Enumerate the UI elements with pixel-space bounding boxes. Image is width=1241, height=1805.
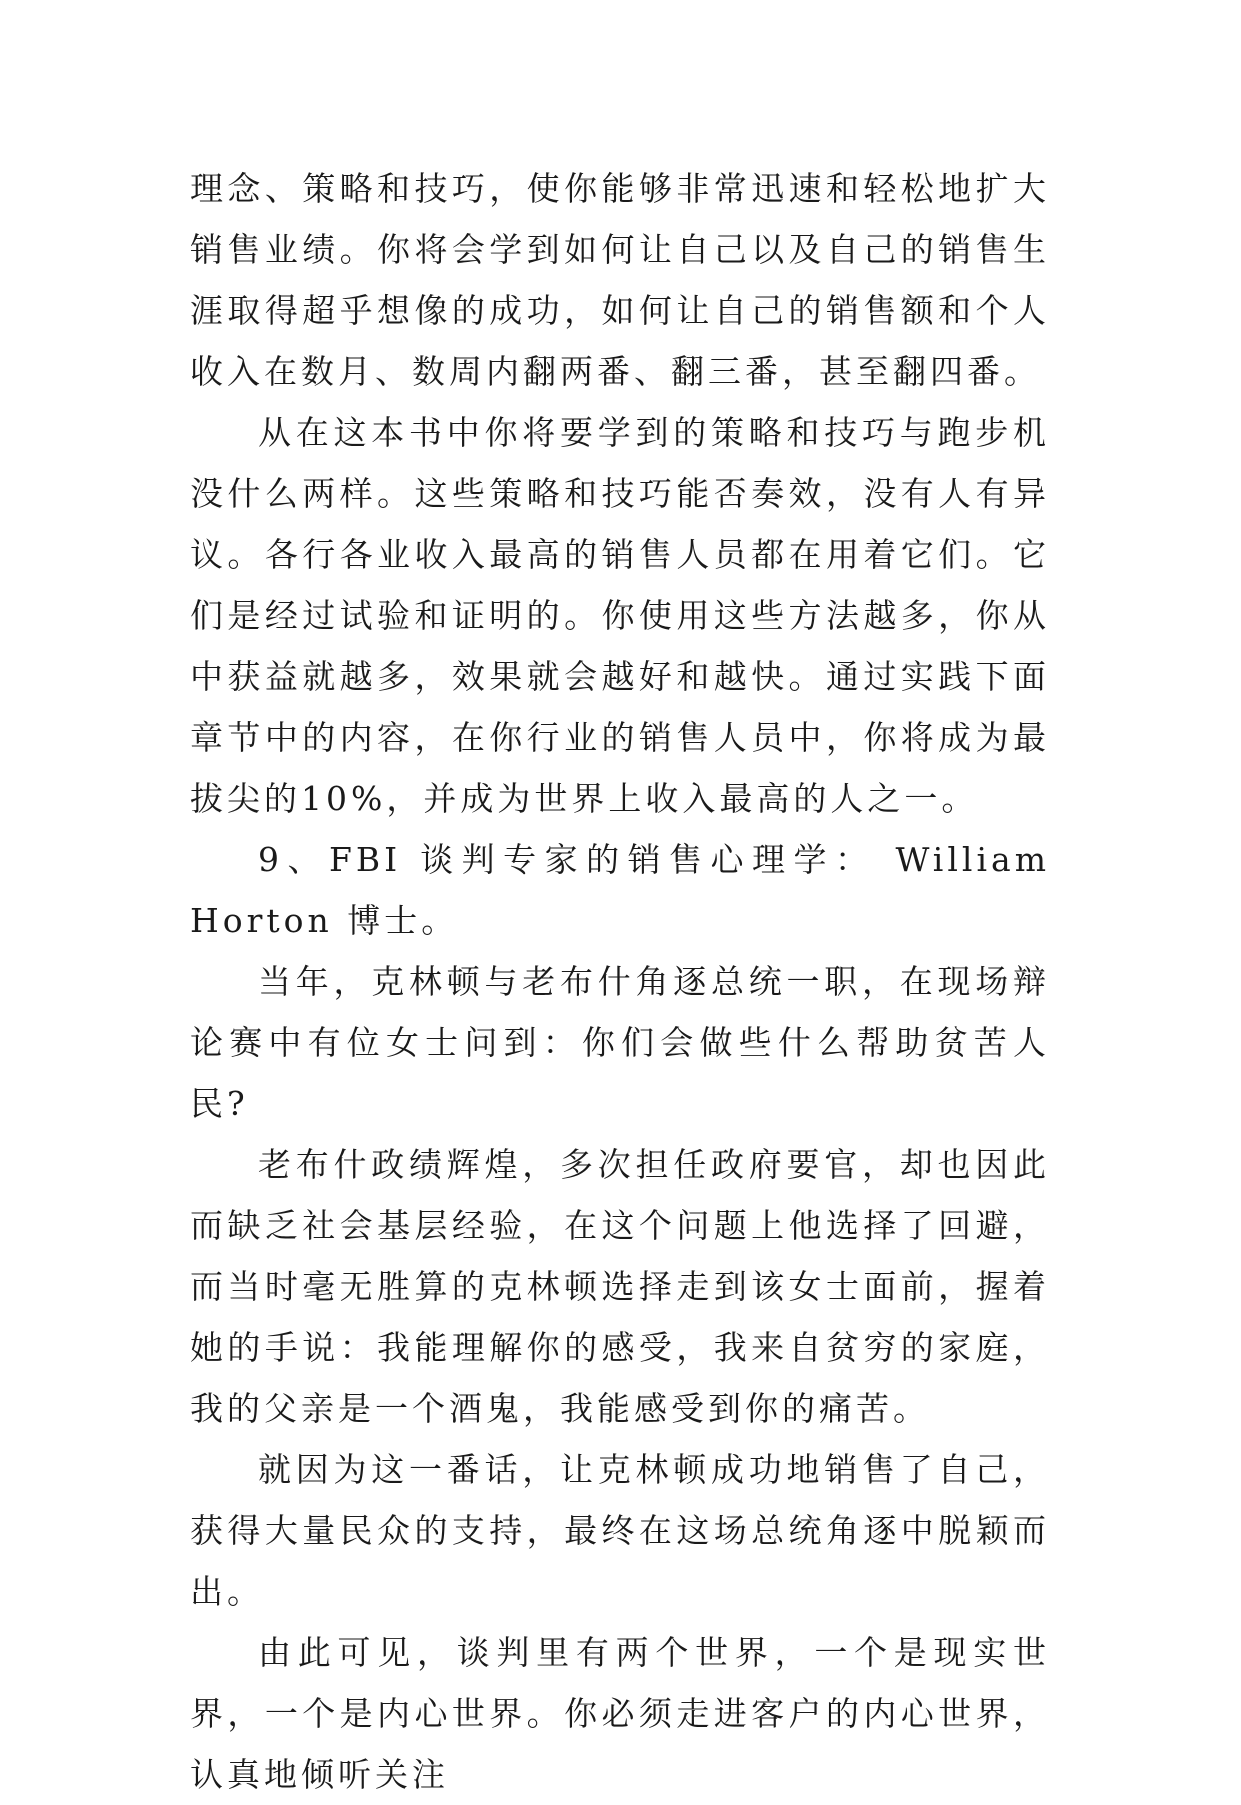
- paragraph-clinton-success: 就因为这一番话，让克林顿成功地销售了自己，获得大量民众的支持，最终在这场总统角逐中脱颖而出。: [190, 1450, 1050, 1611]
- paragraph-strategies: 从在这本书中你将要学到的策略和技巧与跑步机没什么两样。这些策略和技巧能否奏效，没有人有异议。各行各业收入最高的销售人员都在用着它们。它们是经过试验和证明的。你使用这些方法越多，你从中获益就越多，效果就会越好和越快。通过实践下面章节中的内容，在你行业的销售人员中，你将成为最拔尖的10%，并成为世界上收入最高的人之一。: [190, 413, 1050, 818]
- paragraph-bush: 老布什政绩辉煌，多次担任政府要官，却也因此而缺乏社会基层经验，在这个问题上他选择了回避，而当时毫无胜算的克林顿选择走到该女士面前，握着她的手说：我能理解你的感受，我来自贫穷的家庭，我的父亲是一个酒鬼，我能感受到你的痛苦。: [190, 1145, 1050, 1428]
- paragraph-two-worlds: 由此可见，谈判里有两个世界，一个是现实世界，一个是内心世界。你必须走进客户的内心世界，认真地倾听关注: [190, 1633, 1050, 1794]
- section-heading-fbi: 9、FBI 谈判专家的销售心理学： William Horton 博士。: [190, 840, 1050, 940]
- document-body: [190, 158, 1050, 1805]
- paragraph-continuation: 理念、策略和技巧，使你能够非常迅速和轻松地扩大销售业绩。你将会学到如何让自己以及自己的销售生涯取得超乎想像的成功，如何让自己的销售额和个人收入在数月、数周内翻两番、翻三番，甚至翻四番。: [190, 169, 1050, 391]
- paragraph-debate: 当年，克林顿与老布什角逐总统一职，在现场辩论赛中有位女士问到：你们会做些什么帮助贫苦人民?: [190, 962, 1050, 1123]
